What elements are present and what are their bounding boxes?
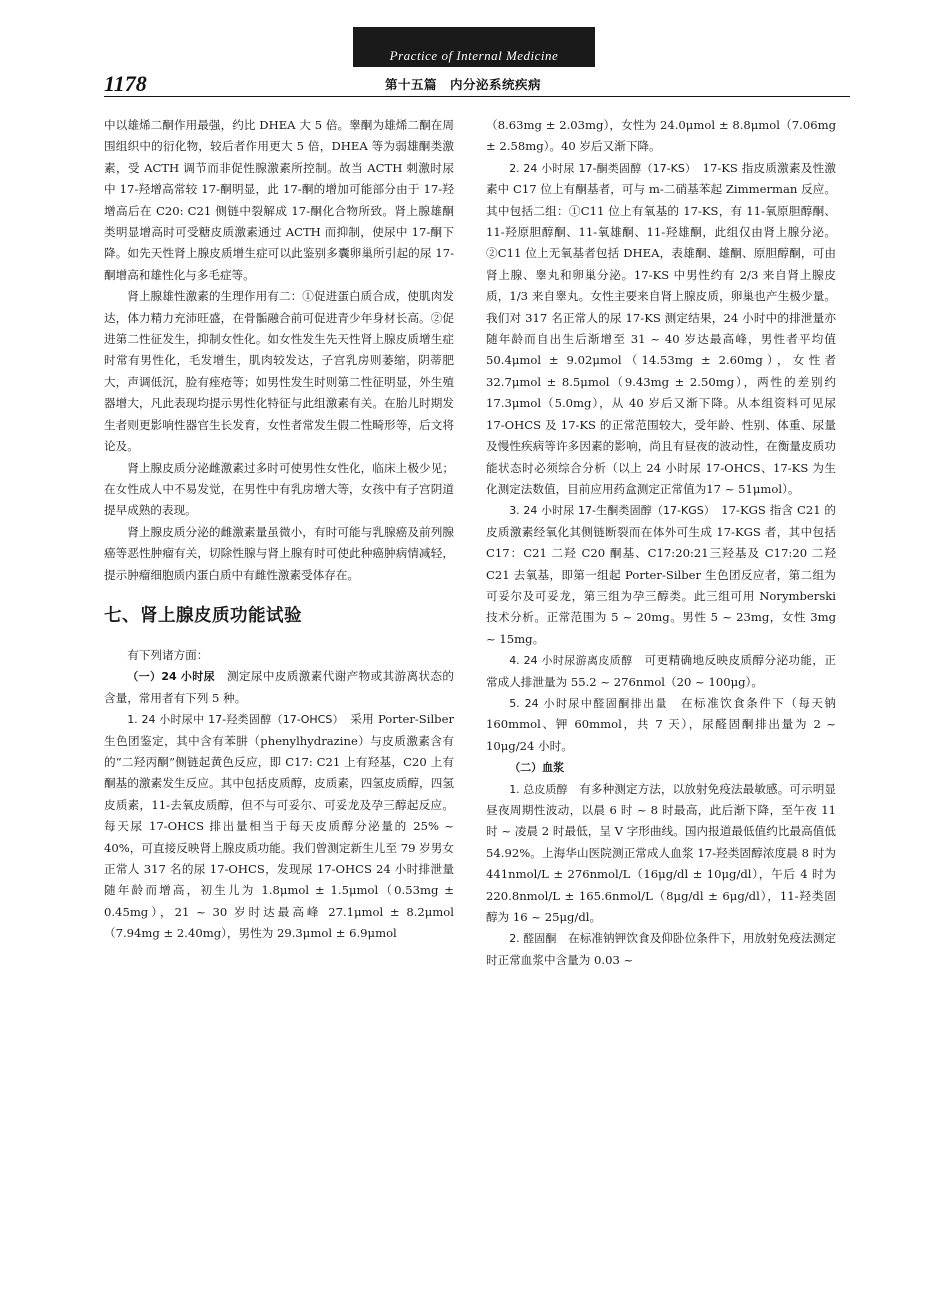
item-text: 17-KS 指皮质激素及性激素中 C17 位上有酮基者，可与 m-二硝基苯起 Zimmerman 反应。其中包括二组：①C11 位上有氧基的 17-KS，有 11-氧原胆醇酮、11-羟原胆醇酮、11-氧雄酮、11-羟雄酮，此组仅由肾上腺分泌。②C11 位上无氧基者包括 DHEA，表雄酮、雄酮、原胆醇酮，可由肾上腺、睾丸和卵巢分泌。17-KS 中男性约有 2/3 来自肾上腺皮质，1/3 来自睾丸。女性主要来自肾上腺皮质，卵巢也产生极少量。我们对 317 名正常人的尿 17-KS 测定结果，24 小时中的排泄量亦随年龄而自出生后渐增至 31 ~ 40 岁达最高峰，男性者平均值 50.4μmol ± 9.02μmol（14.53mg ± 2.60mg），女性者 32.7μmol ± 8.5μmol（9.43mg ± 2.50mg），两性的差别约 17.3μmol（5.0mg），从 40 岁后又渐下降。从本组资料可见尿 17-OHCS 及 17-KS 的正常范围较大，受年龄、性别、体重、尿量及慢性疾病等许多因素的影响，尚且有昼夜的波动性，在衡量皮质功能状态时必须综合分析（以上 24 小时尿 17-OHCS、17-KS 为生化测定法数值，目前应用药盒测定正常值为17 ~ 51μmol）。 xyxy=(486,160,836,496)
subsection-paragraph xyxy=(104,666,454,709)
item-paragraph xyxy=(486,650,836,693)
paragraph: 有下列诸方面： xyxy=(127,647,209,662)
journal-title: Practice of Internal Medicine xyxy=(389,48,559,63)
item-paragraph xyxy=(486,158,836,501)
item-title: 1. 24 小时尿中 17-羟类固醇（17-OHCS） xyxy=(127,713,339,727)
paragraph: 肾上腺皮质分泌雌激素过多时可使男性女性化，临床上极少见；在女性成人中不易发觉，在男性中有乳房增大等，女孩中有子宫阴道提早成熟的表现。 xyxy=(104,460,454,518)
item-title: 2. 醛固酮 xyxy=(509,932,557,946)
subsection-title: （一）24 小时尿 xyxy=(127,670,215,684)
item-text: 17-KGS 指含 C21 的皮质激素经氧化其侧链断裂而在体外可生成 17-KGS 者，其中包括 C17：C21 二羟 C20 酮基、C17:20:21三羟基及 C17:20 二羟 C21 去氧基，即第一组起 Porter-Silber 生色团反应者，第二组为可妥尔及可妥龙，第三组为孕三醇类。此三组可用 Norymberski 技术分析。正常范围为 5 ~ 20mg。男性 5 ~ 23mg，女性 3mg ~ 15mg。 xyxy=(486,503,837,646)
paragraph: 肾上腺雄性激素的生理作用有二：①促进蛋白质合成，使肌肉发达，体力精力充沛旺盛，在骨骺融合前可促进青少年身材长高。②促进第二性征发生，抑制女性化。如女性发生先天性肾上腺皮质增生症时常有男性化，毛发增生，肌肉较发达，子宫乳房则萎缩，阴蒂肥大，声调低沉，脸有痤疮等；如男性发生时则第二性征明显，外生殖器增大，凡此表现均提示男性化特征与此组激素有关。在胎儿时期发生者则更影响性器官生长发育，女性者常发生假二性畸形等，后文将论及。 xyxy=(104,289,454,454)
subsection-title: （二）血浆 xyxy=(509,761,565,775)
header-divider xyxy=(104,96,850,97)
subsection-text: 测定尿中皮质激素代谢产物或其游离状态的含量，常用者有下列 5 种。 xyxy=(104,669,454,705)
item-text: 有多种测定方法，以放射免疫法最敏感。可示明显昼夜周期性波动，以晨 6 时 ~ 8 时最高，此后渐下降，至午夜 11 时 ~ 凌晨 2 时最低，呈 V 字形曲线。国内报道最低值约比最高值低 54.92%。上海华山医院测正常成人血浆 17-羟类固醇浓度晨 8 时为 441nmol/L ± 276nmol/L（16μg/dl ± 10μg/dl），午后 4 时为 220.8nmol/L ± 165.6nmol/L（8μg/dl ± 6μg/dl），11-羟类固醇为 16 ~ 25μg/dl。 xyxy=(486,781,836,925)
item-title: 2. 24 小时尿 17-酮类固醇（17-KS） xyxy=(509,161,691,175)
item-paragraph xyxy=(486,779,836,929)
left-column xyxy=(104,115,454,945)
item-title: 4. 24 小时尿游离皮质醇 xyxy=(509,654,633,668)
paragraph: 肾上腺皮质分泌的雌激素量虽微小，有时可能与乳腺癌及前列腺癌等恶性肿瘤有关，切除性腺与肾上腺有时可使此种癌肿病情减轻，提示肿瘤细胞质内蛋白质中有雌性激素受体存在。 xyxy=(104,524,454,582)
section-heading: 七、肾上腺皮质功能试验 xyxy=(104,605,302,626)
item-paragraph xyxy=(486,500,836,650)
item-text: 可更精确地反映皮质醇分泌功能，正常成人排泄量为 55.2 ~ 276nmol（20 ~ 100μg）。 xyxy=(486,653,836,689)
item-text: 在标准饮食条件下（每天钠 160mmol、钾 60mmol，共 7 天），尿醛固酮排出量为 2 ~ 10μg/24 小时。 xyxy=(486,695,836,753)
page-number: 1178 xyxy=(104,71,147,96)
item-title: 5. 24 小时尿中醛固酮排出量 xyxy=(509,696,668,710)
paragraph: 中以雄烯二酮作用最强，约比 DHEA 大 5 倍。睾酮为雄烯二酮在周围组织中的衍化物，较后者作用更大 5 倍，DHEA 等为弱雄酮类激素，受 ACTH 调节而非促性腺激素所控制。故当 ACTH 刺激时尿中 17-羟增高常较 17-酮明显，此 17-酮的增加可能部分由于 17-羟增高后在 C20: C21 侧链中裂解成 17-酮化合物所致。肾上腺雄酮类明显增高时可受糖皮质激素通过 ACTH 而抑制，使尿中 17-酮下降。如先天性肾上腺皮质增生症可以此鉴别多囊卵巢所引起的尿 17-酮增高和雄性化与多毛症等。 xyxy=(104,118,454,282)
section-title: 第十五篇 内分泌系统疾病 xyxy=(385,77,542,92)
subsection-paragraph xyxy=(486,757,836,778)
item-paragraph xyxy=(486,693,836,757)
item-paragraph xyxy=(486,928,836,971)
item-text: 在标准钠钾饮食及仰卧位条件下，用放射免疫法测定时正常血浆中含量为 0.03 ~ xyxy=(486,931,836,967)
right-column xyxy=(486,115,836,971)
journal-title-band xyxy=(353,27,595,67)
item-title: 1. 总皮质醇 xyxy=(509,782,568,796)
item-paragraph xyxy=(104,709,454,944)
paragraph: （8.63mg ± 2.03mg），女性为 24.0μmol ± 8.8μmol（7.06mg ± 2.58mg）。40 岁后又渐下降。 xyxy=(486,118,836,154)
item-title: 3. 24 小时尿 17-生酮类固醇（17-KGS） xyxy=(509,504,710,518)
item-text: 采用 Porter-Silber 生色团鉴定，其中含有苯肼（phenylhydrazine）与皮质激素含有的“二羟丙酮”侧链起黄色反应，即 C17: C21 上有羟基，C20 上有酮基的激素发生反应。其中包括皮质醇，皮质素，四氢皮质醇，四氢皮质素，11-去氧皮质醇，但不与可妥尔、可妥龙及孕三醇起反应。每天尿 17-OHCS 排出量相当于每天皮质醇分泌量的 25% ~ 40%，可直接反映肾上腺皮质功能。我们曾测定新生儿至 79 岁男女正常人 317 名的尿 17-OHCS，发现尿 17-OHCS 24 小时排泄量随年龄而增高，初生儿为 1.8μmol ± 1.5μmol（0.53mg ± 0.45mg），21 ~ 30 岁时达最高峰 27.1μmol ± 8.2μmol（7.94mg ± 2.40mg），男性为 29.3μmol ± 6.9μmol xyxy=(104,712,454,941)
